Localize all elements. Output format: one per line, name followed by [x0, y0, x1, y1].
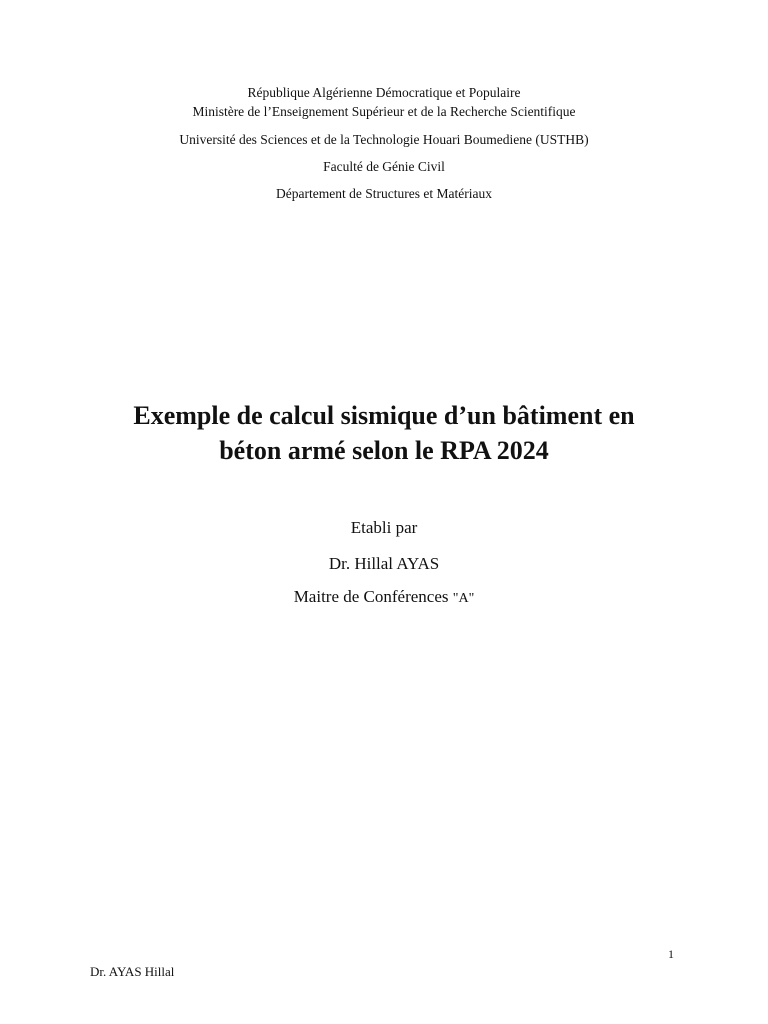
footer-author: Dr. AYAS Hillal [90, 964, 175, 979]
republic-name: République Algérienne Démocratique et Populaire [247, 85, 521, 100]
author-grade-level: "A" [452, 591, 475, 606]
author-grade [0, 586, 768, 610]
ministry-name: Ministère de l’Enseignement Supérieur et de la Recherche Scientifique [192, 104, 576, 119]
document-title-line-1: Exemple de calcul sismique d’un bâtiment en [133, 401, 635, 430]
page-number: 1 [668, 947, 674, 961]
university-name: Université des Sciences et de la Technologie Houari Boumediene (USTHB) [179, 132, 589, 147]
author-name: Dr. Hillal AYAS [328, 554, 440, 573]
department-name: Département de Structures et Matériaux [276, 186, 492, 201]
document-title-line-2: béton armé selon le RPA 2024 [219, 436, 549, 465]
established-by-label: Etabli par [350, 518, 418, 537]
faculty-name: Faculté de Génie Civil [323, 159, 445, 174]
author-grade-prefix: Maitre de Conférences [293, 587, 453, 606]
